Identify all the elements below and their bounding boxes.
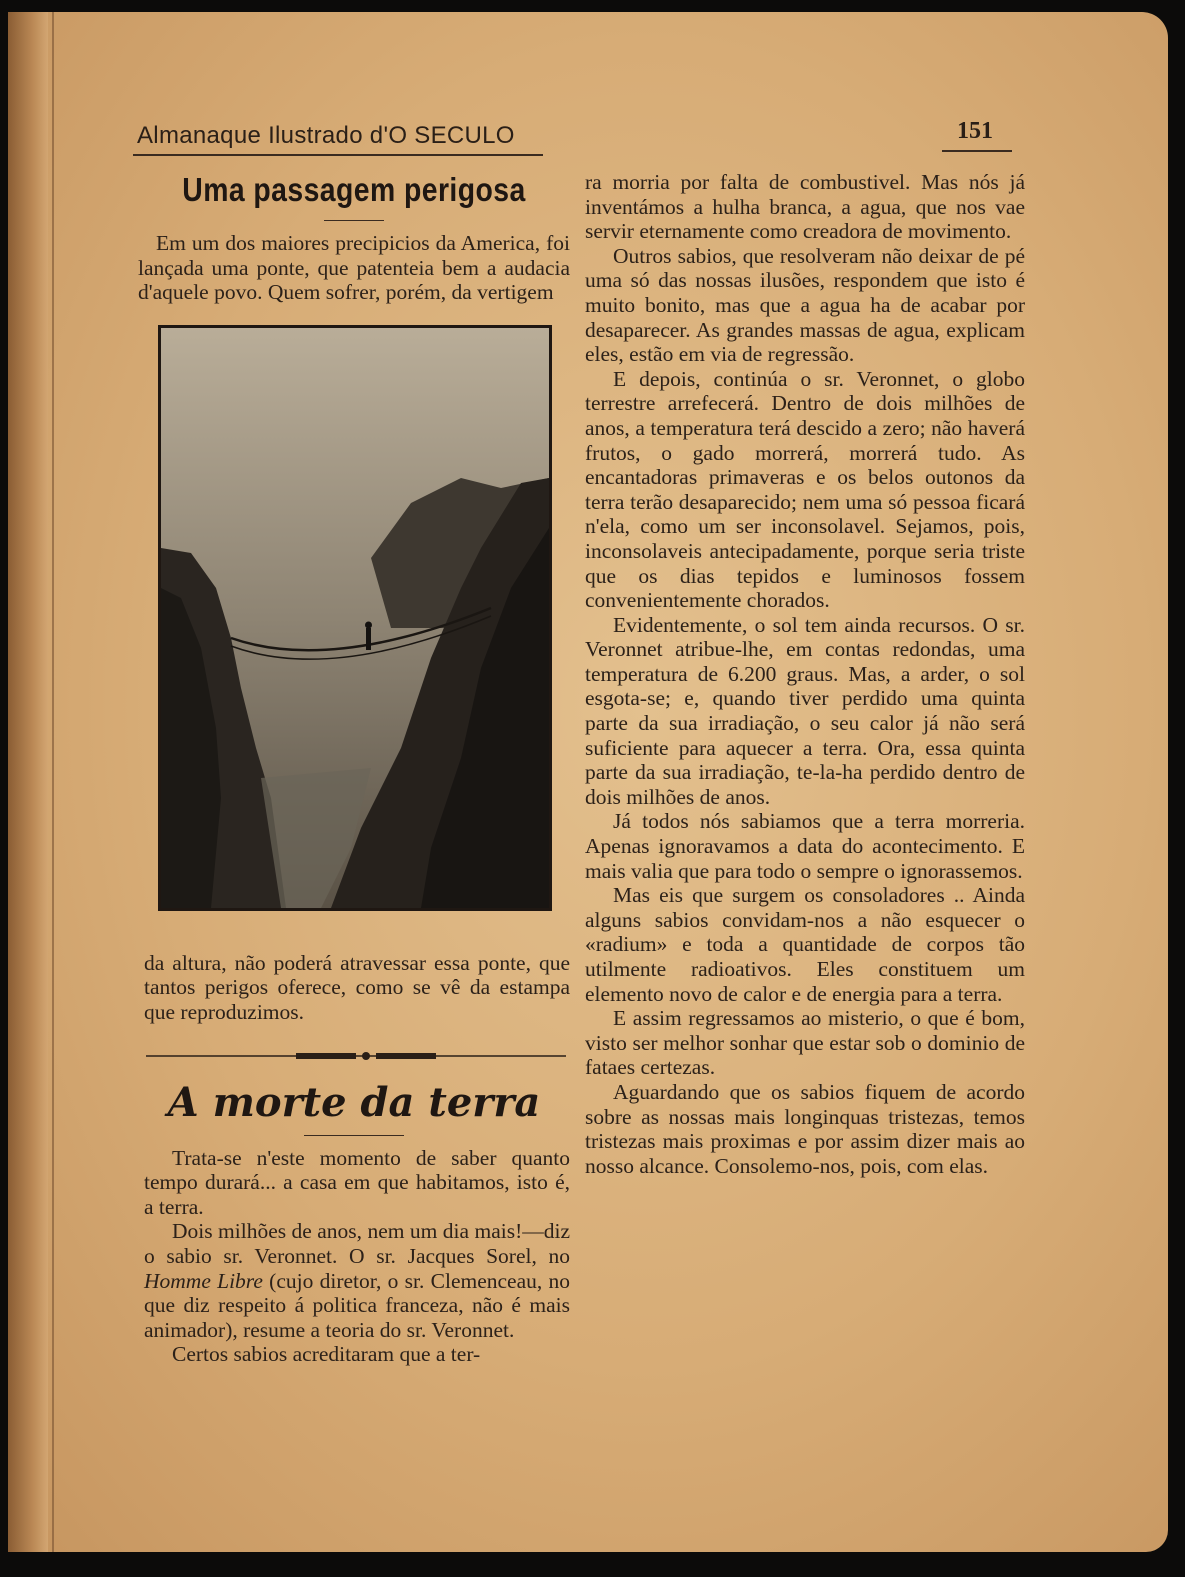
article1-para-before: Em um dos maiores precipicios da America, foi lançada uma ponte, que patenteia bem a audacia d'aquele povo. Quem sofrer, porém, da vertigem [138,231,570,305]
article1-para-after: da altura, não poderá atravessar essa ponte, que tantos perigos oferece, como se vê da estampa que reproduzimos. [144,950,570,1024]
article2-left-para-rich: Dois milhões de anos, nem um dia mais!—diz o sabio sr. Veronnet. O sr. Jacques Sorel, no Homme Libre (cujo diretor, o sr. Clemenceau, no que diz respeito á politica franceza, não é mais animador), resume a teoria do sr. Veronnet. [144,1219,570,1342]
article2-left-text [138,1146,570,1367]
page-number-rule [942,150,1012,152]
section-divider [146,1049,566,1061]
article2-right-para: Evidentemente, o sol tem ainda recursos. O sr. Veronnet atribue-lhe, em contas redondas, uma temperatura de 6.200 graus. Mas, a arder, o sol esgota-se; e, quando tiver perdido uma quinta parte da sua irradiação, o seu calor já não será suficiente para aquecer a terra. Ora, essa quinta parte da sua irradiação, te-la-ha perdido dentro de dois milhões de anos. [585,612,1025,809]
book-spine [8,12,48,1552]
article2-right-para: E assim regressamos ao misterio, o que é bom, visto ser melhor sonhar que estar sob o dominio de fataes certezas. [585,1006,1025,1080]
article2-right-para: Aguardando que os sabios fiquem de acordo sobre as nossas mais longinquas tristezas, temos tristezas mais proximas e por assim dizer mais ao nosso alcance. Consolemo-nos, pois, com elas. [585,1079,1025,1178]
running-header [127,118,1017,162]
article2-right-para: Já todos nós sabiamos que a terra morreria. Apenas ignoravamos a data do acontecimento. E mais valia que para todo o sempre o ignorassemos. [585,809,1025,883]
article2-right-para: E depois, continúa o sr. Veronnet, o globo terrestre arrefecerá. Dentro de dois milhões de anos, a temperatura terá descido a zero; não haverá frutos, o gado morrerá, morrerá tudo. As encantadoras primaveras e os belos outonos da terra terão desaparecido; nem uma só pessoa ficará n'ela, como um ser inconsolavel. Sejamos, pois, inconsolaveis antecipadamente, porque seria triste que os dias tepidos e luminosos fossem convenientemente chorados. [585,366,1025,613]
article2-left-para: Trata-se n'este momento de saber quanto tempo durará... a casa em que habitamos, isto é, a terra. [144,1145,570,1219]
divider-ornament-icon [146,1050,566,1062]
header-rule [133,154,543,156]
title2-rule [304,1135,404,1136]
header-title: Almanaque Ilustrado d'O SECULO [137,122,515,149]
left-column [138,168,570,1367]
spine-edge [52,12,54,1552]
publication-name: Homme Libre [144,1268,263,1293]
right-column [585,170,1025,1178]
page-number: 151 [957,118,993,144]
article2-right-para: ra morria por falta de combustivel. Mas nós já inventámos a hulha branca, a agua, que nos vae servir eternamente como creadora de movimento. [585,170,1025,244]
bridge-photo [158,325,552,911]
article2-right-para: Mas eis que surgem os consoladores .. Ainda alguns sabios convidam-nos a não esquecer o «radium» e toda a quantidade de corpos tão utilmente radioativos. Eles constituem um elemento novo de calor e de energia para a terra. [585,883,1025,1006]
title-rule [324,220,384,221]
bridge-photo-icon [161,328,549,908]
article2-left-para: Certos sabios acreditaram que a ter- [172,1342,481,1367]
article1-title: Uma passagem perigosa [182,171,526,208]
article2-title: A morte da terra [167,1078,541,1126]
article2-right-para: Outros sabios, que resolveram não deixar de pé uma só das nossas ilusões, respondem que isto é muito bonito, mas que a agua ha de acabar por desaparecer. As grandes massas de agua, explicam eles, estão em via de regressão. [585,243,1025,367]
